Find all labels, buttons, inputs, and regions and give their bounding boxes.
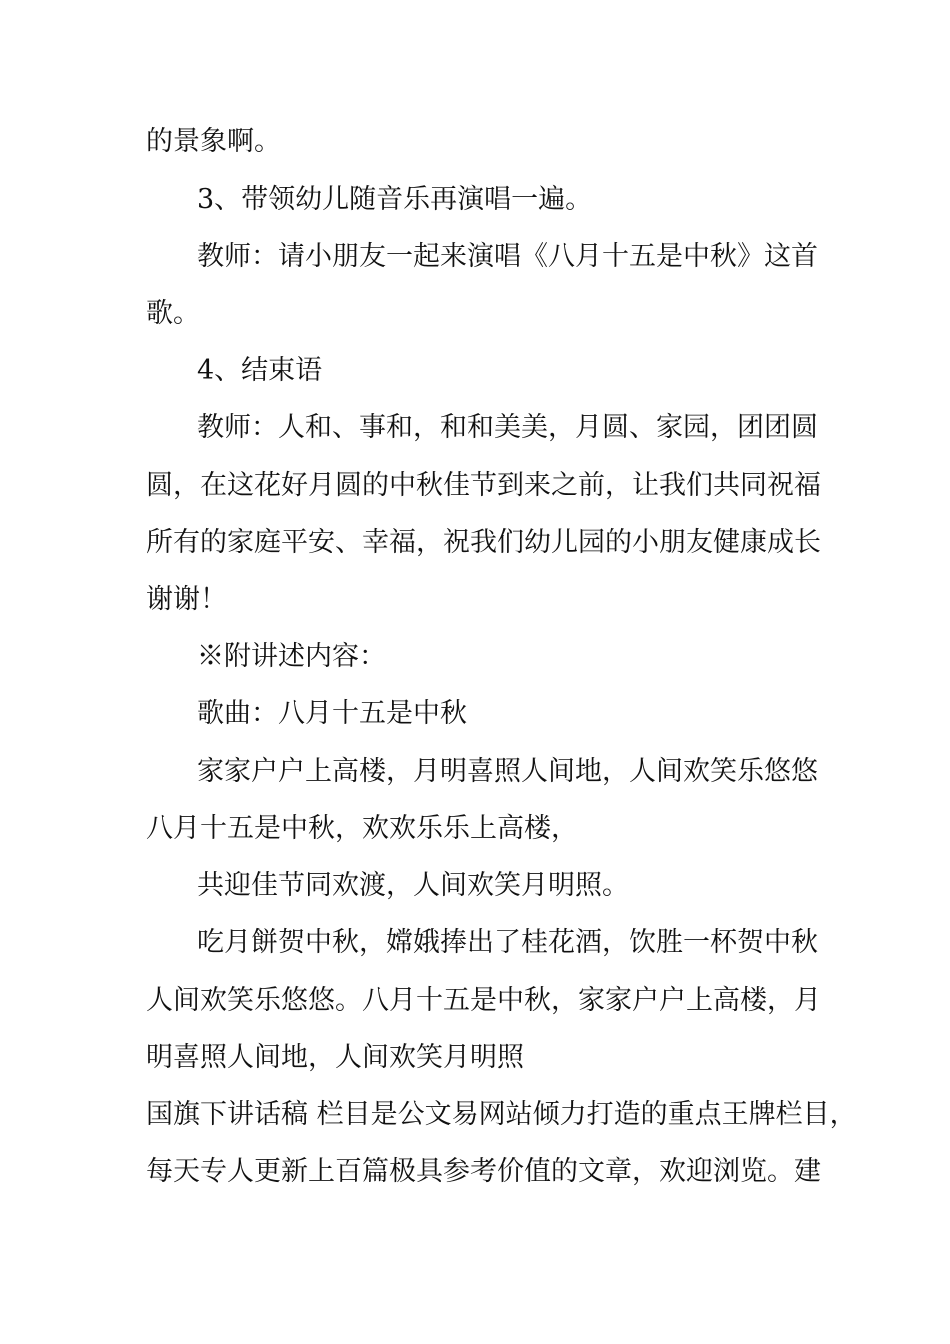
text-line: 圆，在这花好月圆的中秋佳节到来之前，让我们共同祝福 xyxy=(146,470,821,501)
text-line: 家家户户上高楼，月明喜照人间地，人间欢笑乐悠悠 xyxy=(197,756,818,787)
text-line: 所有的家庭平安、幸福，祝我们幼儿园的小朋友健康成长 xyxy=(146,527,821,558)
text-line: 教师：请小朋友一起来演唱《八月十五是中秋》这首 xyxy=(197,241,818,272)
text-line: 教师：人和、事和，和和美美，月圆、家园，团团圆 xyxy=(197,412,818,443)
text-line: 4、结束语 xyxy=(197,355,323,386)
text-line: 明喜照人间地，人间欢笑月明照 xyxy=(146,1042,524,1073)
text-line: 歌曲：八月十五是中秋 xyxy=(197,698,467,729)
text-line: 共迎佳节同欢渡，人间欢笑月明照。 xyxy=(197,870,629,901)
text-line: ※附讲述内容： xyxy=(197,641,386,672)
text-line: 吃月餅贺中秋，嫦娥捧出了桂花酒，饮胜一杯贺中秋 xyxy=(197,927,818,958)
text-line: 3、带领幼儿随音乐再演唱一遍。 xyxy=(197,184,593,215)
text-line: 歌。 xyxy=(146,298,200,329)
text-line: 国旗下讲话稿 栏目是公文易网站倾力打造的重点王牌栏目， xyxy=(146,1099,857,1130)
text-line: 谢谢！ xyxy=(146,584,227,615)
text-line: 人间欢笑乐悠悠。八月十五是中秋，家家户户上高楼，月 xyxy=(146,985,821,1016)
text-line: 八月十五是中秋，欢欢乐乐上高楼， xyxy=(146,813,578,844)
text-line: 每天专人更新上百篇极具参考价值的文章，欢迎浏览。建 xyxy=(146,1156,821,1187)
text-line: 的景象啊。 xyxy=(146,126,281,157)
